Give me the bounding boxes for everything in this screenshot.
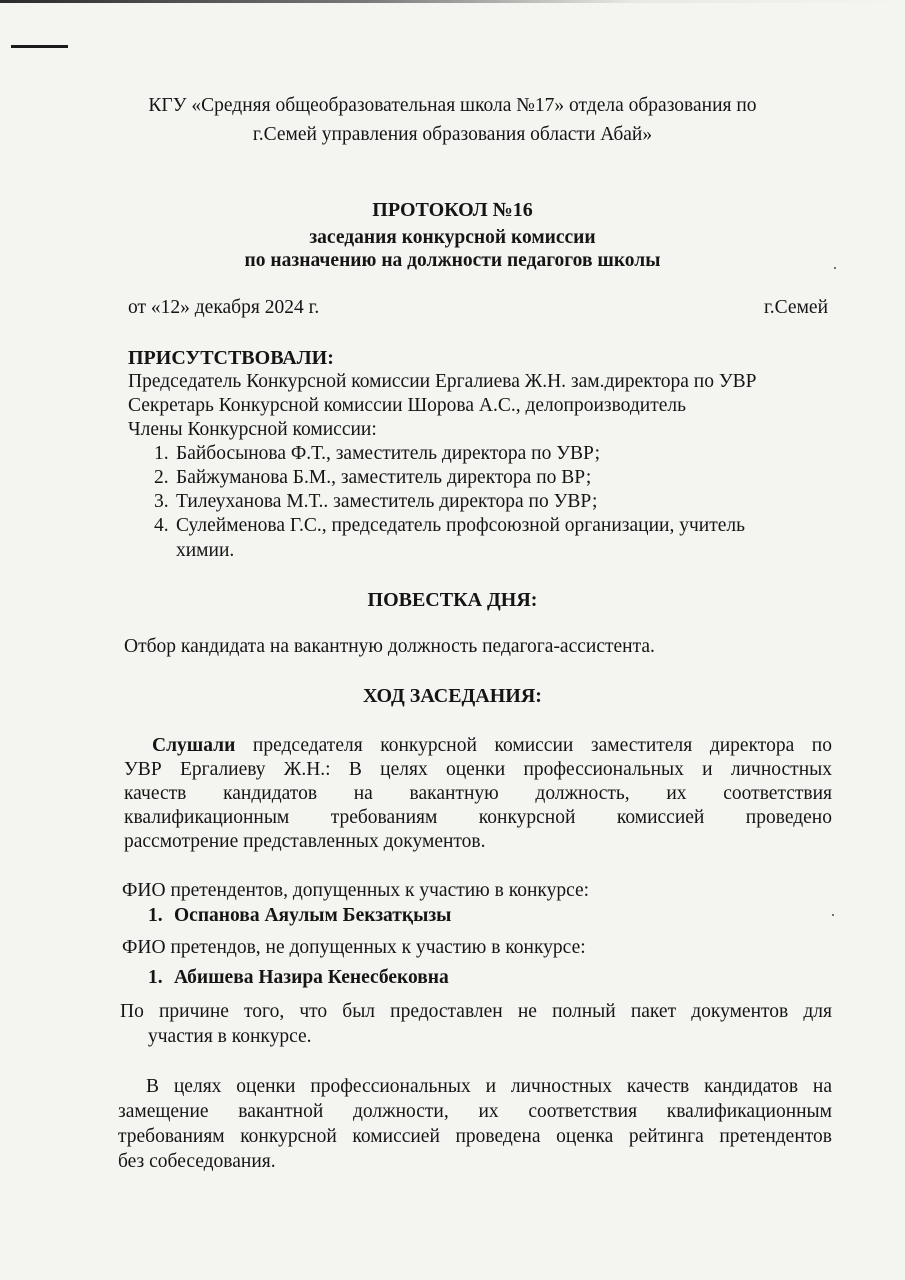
member-text: Байбосынова Ф.Т., заместитель директора по УВР;	[176, 443, 600, 464]
member-item	[154, 468, 591, 488]
listened-bold-label: Слушали	[152, 735, 236, 756]
member-text: Байжуманова Б.М., заместитель директора по ВР;	[176, 467, 592, 488]
listened-line-4: квалификационным требованиям конкурсной комиссией проведено	[124, 807, 832, 828]
rating-line-4: без собеседования.	[118, 1151, 276, 1172]
reason-line-1: По причине того, что был предоставлен не полный пакет документов для	[120, 1001, 832, 1022]
admitted-label: ФИО претендентов, допущенных к участию в конкурсе:	[122, 880, 590, 901]
protocol-date: от «12» декабря 2024 г.	[128, 297, 320, 318]
listened-line-1	[124, 734, 832, 758]
not-admitted-name: Абишева Назира Кенесбековна	[174, 967, 449, 988]
rating-line-2: замещение вакантной должности, их соответствия квалификационным	[118, 1101, 832, 1122]
not-admitted-item	[148, 968, 449, 988]
protocol-city: г.Семей	[764, 297, 829, 318]
proceedings-heading: ХОД ЗАСЕДАНИЯ:	[363, 685, 542, 707]
org-line-1: КГУ «Средняя общеобразовательная школа №17» отдела образования по	[148, 95, 757, 116]
listened-line-2: УВР Ергалиеву Ж.Н.: В целях оценки профессиональных и личностных	[124, 759, 832, 780]
admitted-name: Оспанова Аяулым Бекзатқызы	[174, 905, 452, 926]
member-number: 4.	[154, 515, 169, 536]
reason-line-2: участия в конкурсе.	[148, 1026, 312, 1047]
member-number: 3.	[154, 491, 169, 512]
rating-line-3: требованиям конкурсной комиссией проведена оценка рейтинга претендентов	[118, 1126, 832, 1147]
member-text: Сулейменова Г.С., председатель профсоюзной организации, учитель	[176, 515, 745, 536]
members-label: Члены Конкурсной комиссии:	[128, 419, 377, 440]
not-admitted-label: ФИО претендов, не допущенных к участию в конкурсе:	[122, 937, 586, 958]
member-text: Тилеуханова М.Т.. заместитель директора по УВР;	[176, 491, 598, 512]
member-item	[154, 444, 600, 464]
agenda-heading: ПОВЕСТКА ДНЯ:	[367, 589, 538, 611]
admitted-number: 1.	[148, 905, 163, 926]
member-number: 1.	[154, 443, 169, 464]
not-admitted-number: 1.	[148, 967, 163, 988]
member-item	[154, 516, 745, 536]
secretary-line: Секретарь Конкурсной комиссии Шорова А.С., делопроизводитель	[128, 395, 687, 416]
member-item-continuation: химии.	[176, 540, 235, 561]
protocol-subtitle-1: заседания конкурсной комиссии	[309, 227, 596, 248]
protocol-subtitle-2: по назначению на должности педагогов школы	[244, 250, 661, 271]
admitted-item	[148, 906, 451, 926]
listened-line-3: качеств кандидатов на вакантную должность, их соответствия	[124, 783, 832, 804]
member-item	[154, 492, 597, 512]
member-number: 2.	[154, 467, 169, 488]
present-heading: ПРИСУТСТВОВАЛИ:	[128, 347, 334, 369]
agenda-text: Отбор кандидата на вакантную должность педагога-ассистента.	[124, 636, 655, 657]
protocol-title: ПРОТОКОЛ №16	[372, 199, 533, 221]
listened-text-1: председателя конкурсной комиссии заместителя директора по	[235, 735, 832, 756]
chair-line: Председатель Конкурсной комиссии Ергалиева Ж.Н. зам.директора по УВР	[128, 371, 757, 392]
org-line-2: г.Семей управления образования области Абай»	[252, 124, 653, 145]
listened-line-5: рассмотрение представленных документов.	[124, 831, 486, 852]
rating-line-1: В целях оценки профессиональных и личностных качеств кандидатов на	[146, 1076, 832, 1097]
